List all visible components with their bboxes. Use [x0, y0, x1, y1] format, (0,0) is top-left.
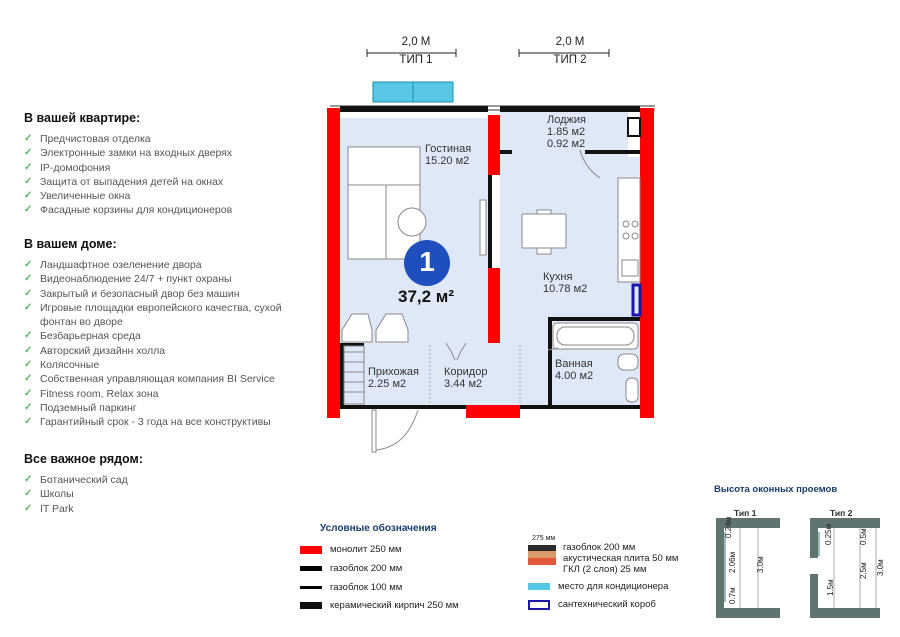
check-icon: ✓ [24, 161, 33, 173]
window-type2-sill: 1.5м [826, 579, 835, 596]
window-type2-right-top: 0.5м [859, 528, 868, 545]
check-icon: ✓ [24, 175, 33, 187]
tv-unit [480, 200, 486, 255]
check-icon: ✓ [24, 190, 33, 202]
room-loggia-name: Лоджия [547, 114, 586, 126]
check-icon: ✓ [24, 147, 33, 159]
room-living [425, 143, 471, 167]
legend-gasblock-200 [300, 563, 402, 574]
window-type1-top: 0.24м [724, 516, 733, 538]
apartment-total-area: 37,2 м² [398, 287, 455, 306]
room-hallway [368, 366, 419, 390]
nearby-title: Все важное рядом: [24, 452, 143, 466]
dining-table [522, 210, 566, 254]
window-type1-bottom: 0.7м [728, 587, 737, 604]
house-feature-item-label: Подземный паркинг [40, 401, 137, 414]
wall-center-top [488, 115, 500, 175]
window-type1-label: Тип 1 [734, 508, 757, 518]
kitchen-counter [618, 178, 640, 282]
apartment-feature-item-label: Фасадные корзины для кондиционеров [40, 204, 233, 217]
legend-ac-label: место для кондиционера [558, 581, 669, 592]
apartment-feature-item-label: Защита от выпадения детей на окнах [40, 175, 224, 188]
house-feature-item-label: Гарантийный срок - 3 года на все конструктивы [40, 416, 271, 429]
check-icon: ✓ [24, 373, 33, 385]
window-type2-top: 0.25м [824, 523, 833, 545]
dimension-type1-size: 2,0 М [401, 36, 431, 48]
legend-brick [300, 600, 459, 611]
room-bathroom [555, 358, 593, 382]
check-icon: ✓ [24, 474, 33, 485]
legend-composite-line-1: газоблок 200 мм [563, 542, 636, 553]
apartment-feature-item-label: IP-домофония [40, 161, 111, 174]
nearby-item-label: Ботанический сад [40, 474, 128, 486]
legend-gasblock-100 [300, 582, 402, 593]
check-icon: ✓ [24, 502, 33, 514]
check-icon: ✓ [24, 387, 33, 399]
house-feature-item-label: Игровые площадки европейского качества, сухой фонтан во дворе [40, 301, 282, 329]
coffee-table [398, 208, 426, 236]
legend-composite-line-3: ГКЛ (2 слоя) 25 мм [563, 564, 647, 575]
legend-composite-line-2: акустическая плита 50 мм [563, 553, 679, 564]
check-icon: ✓ [24, 287, 33, 299]
check-icon: ✓ [24, 401, 33, 413]
room-bathroom-area: 4.00 м2 [555, 370, 594, 382]
nearby-item-label: IT Park [40, 502, 74, 515]
room-hallway-name: Прихожая [368, 366, 419, 378]
window-type2-label: Тип 2 [830, 508, 853, 518]
swatch-ac [528, 583, 550, 590]
room-living-name: Гостиная [425, 143, 472, 155]
check-icon: ✓ [24, 416, 33, 428]
room-kitchen-name: Кухня [543, 271, 573, 283]
swatch-brick [300, 602, 322, 609]
window-type1-total: 3.0м [756, 556, 765, 573]
house-feature-item-label: Видеонаблюдение 24/7 + пункт охраны [40, 273, 232, 286]
window-type1-mid: 2.06м [728, 551, 737, 573]
room-corridor-area: 3.44 м2 [444, 378, 483, 390]
room-loggia [547, 114, 586, 150]
swatch-plumbing [528, 600, 550, 610]
window-type2-right-mid: 2.5м [859, 562, 868, 579]
legend-gasblock-100-label: газоблок 100 мм [330, 582, 403, 593]
house-feature-item-label: Безбарьерная среда [40, 330, 141, 343]
house-feature-item-label: Собственная управляющая компания BI Service [40, 373, 275, 386]
legend-composite [563, 542, 678, 575]
room-bathroom-name: Ванная [555, 358, 593, 370]
legend-plumbing [528, 599, 656, 610]
wall-center-bottom [488, 268, 500, 343]
dimension-type2-label: ТИП 2 [553, 54, 587, 66]
house-features-title: В вашем доме: [24, 237, 117, 251]
wall-left [327, 108, 340, 418]
check-icon: ✓ [24, 133, 33, 144]
house-feature-item-label: Авторский дизайнн холла [40, 344, 166, 357]
wall-right [640, 108, 654, 418]
room-corridor-name: Коридор [444, 366, 488, 378]
sofa [348, 147, 420, 259]
house-feature-item-label: Колясочные [40, 359, 100, 372]
window-type2-total: 3.0м [876, 559, 885, 576]
legend-monolith [300, 544, 402, 555]
swatch-gasblock-100 [300, 586, 322, 589]
check-icon: ✓ [24, 301, 33, 313]
legend-ac [528, 581, 668, 592]
windows-title: Высота оконных проемов [714, 484, 838, 495]
entrance-door [372, 410, 418, 452]
legend-gasblock-200-label: газоблок 200 мм [330, 563, 403, 574]
room-corridor [444, 366, 487, 390]
wall-bottom-door [466, 405, 520, 418]
house-feature-item-label: Fitness room, Relax зона [40, 387, 159, 400]
bathtub [553, 323, 638, 349]
legend-composite-thickness: 275 мм [532, 535, 556, 542]
room-kitchen [543, 271, 587, 295]
swatch-gasblock-200 [300, 566, 322, 571]
check-icon: ✓ [24, 204, 33, 216]
apartment-feature-item-label: Электронные замки на входных дверях [40, 147, 233, 160]
check-icon: ✓ [24, 488, 33, 500]
dimension-type2-size: 2,0 М [555, 36, 585, 48]
room-kitchen-area: 10.78 м2 [543, 283, 588, 295]
house-feature-item-label: Ландшафтное озеленение двора [40, 259, 202, 271]
legend-title: Условные обозначения [320, 523, 437, 534]
dimension-type1-label: ТИП 1 [399, 54, 433, 66]
legend-brick-label: керамический кирпич 250 мм [330, 600, 459, 611]
room-loggia-area1: 1.85 м2 [547, 126, 586, 138]
check-icon: ✓ [24, 359, 33, 371]
legend-plumbing-label: сантехнический короб [558, 599, 656, 610]
apartment-feature-item-label: Предчистовая отделка [40, 133, 151, 145]
window-type2-diagram [810, 518, 880, 618]
swatch-monolith [300, 546, 322, 554]
apartment-features-title: В вашей квартире: [24, 111, 141, 125]
check-icon: ✓ [24, 259, 33, 270]
room-living-area: 15.20 м2 [425, 155, 470, 167]
dimension-lines [367, 49, 609, 57]
house-feature-item-label: Закрытый и безопасный двор без машин [40, 287, 240, 300]
check-icon: ✓ [24, 330, 33, 342]
check-icon: ✓ [24, 273, 33, 285]
nearby-item-label: Школы [40, 488, 74, 501]
room-hallway-area: 2.25 м2 [368, 378, 407, 390]
swatch-composite [528, 545, 556, 565]
legend-monolith-label: монолит 250 мм [330, 544, 402, 555]
check-icon: ✓ [24, 344, 33, 356]
apartment-number: 1 [419, 246, 435, 277]
room-loggia-area2: 0.92 м2 [547, 138, 586, 150]
apartment-feature-item-label: Увеличенные окна [40, 190, 131, 203]
